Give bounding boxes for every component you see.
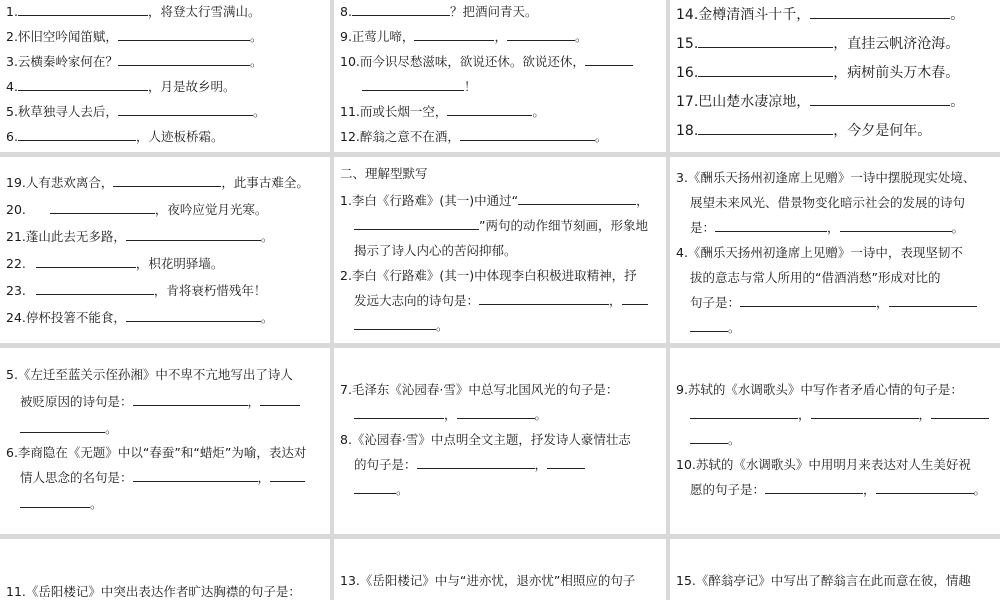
- blank[interactable]: [118, 103, 253, 116]
- item-9: [334, 28, 666, 46]
- blank[interactable]: [126, 309, 261, 322]
- item-5-text: 5.秋草独寻人去后，: [6, 104, 118, 119]
- question-2-end-mark: 。: [436, 318, 449, 333]
- question-10-text-2: 愿的句子是：: [690, 482, 766, 497]
- item-15-number: 15.: [676, 36, 699, 52]
- blank[interactable]: [698, 122, 833, 135]
- item-20-number: 20.: [6, 202, 26, 217]
- item-24: [0, 309, 330, 327]
- panel-recitation-8-12: [334, 0, 666, 152]
- item-16-text: ，病树前头万木春。: [833, 65, 960, 81]
- item-2-text: 2.怀旧空吟闻笛赋，: [6, 29, 118, 44]
- panel-recitation-1-6: [0, 0, 330, 152]
- question-11: [0, 583, 330, 600]
- item-1-text: ，将登太行雪满山。: [147, 4, 261, 19]
- item-24-end: 。: [260, 310, 274, 325]
- question-6: [0, 444, 330, 462]
- item-11-text: 11.而或长烟一空，: [340, 104, 448, 119]
- blank[interactable]: [354, 481, 396, 494]
- question-9-end-mark: 。: [728, 432, 741, 447]
- question-3-cont: [670, 194, 1000, 212]
- question-2-end: [334, 317, 666, 335]
- blank[interactable]: [354, 317, 436, 330]
- question-13-text: 13.《岳阳楼记》中与“进亦忧，退亦忧”相照应的句子: [340, 573, 636, 588]
- item-6-number: 6.: [6, 129, 18, 144]
- blank[interactable]: [460, 128, 595, 141]
- question-3-end: 是： ， 。: [690, 220, 965, 235]
- question-4-end: 句子是： ，: [670, 294, 1000, 312]
- question-4-text-3: 句子是：: [690, 295, 741, 310]
- question-8-end-mark: 。: [396, 482, 409, 497]
- blank[interactable]: [354, 406, 444, 419]
- item-3-text: 3.云横秦岭家何在？: [6, 54, 118, 69]
- question-5-text: 5.《左迁至蓝关示侄孙湘》中不卑不亢地写出了诗人: [6, 367, 293, 382]
- item-19-end: ，此事古难全。: [221, 175, 309, 190]
- question-9-end: [670, 431, 1000, 449]
- blank[interactable]: [622, 292, 648, 305]
- question-6-text: 6.李商隐在《无题》中以“春蚕”和“蜡炬”为喻，表达对: [6, 445, 307, 460]
- item-21: [0, 228, 330, 246]
- blank[interactable]: [690, 406, 798, 419]
- item-4-number: 4.: [6, 79, 18, 94]
- item-20: [0, 201, 330, 219]
- question-7: [334, 381, 666, 399]
- item-8: [334, 3, 666, 21]
- question-2: [334, 267, 666, 285]
- blank[interactable]: [715, 219, 827, 232]
- item-4: [0, 78, 330, 96]
- question-3-text-3: 是：: [690, 220, 716, 235]
- blank[interactable]: [20, 495, 90, 508]
- question-1-text-3: 揭示了诗人内心的苦闷抑郁。: [354, 243, 517, 258]
- item-12-end: 。: [594, 129, 608, 144]
- question-4-end-mark: 。: [728, 320, 741, 335]
- blank[interactable]: [270, 469, 305, 482]
- item-24-text: 24.停杯投箸不能食，: [6, 310, 126, 325]
- blank[interactable]: [811, 406, 919, 419]
- blank[interactable]: [36, 255, 136, 268]
- question-13: [334, 572, 666, 590]
- item-9-comma: ，: [494, 29, 507, 44]
- blank[interactable]: [547, 456, 585, 469]
- blank[interactable]: [698, 64, 833, 77]
- item-23: [0, 282, 330, 300]
- item-19-text: 19.人有悲欢离合，: [6, 175, 114, 190]
- question-1: 1.李白《行路难》(其一)中通过“ ，: [340, 193, 649, 208]
- item-5-end: 。: [252, 104, 266, 119]
- blank[interactable]: [457, 406, 535, 419]
- question-15: [670, 572, 1000, 590]
- item-15-text: ，直挂云帆济沧海。: [833, 36, 960, 52]
- item-12: [334, 128, 666, 146]
- blank[interactable]: [417, 456, 535, 469]
- question-3-text: 3.《酬乐天扬州初逢席上见赠》一诗中摆脱现实处境、: [676, 170, 976, 185]
- blank[interactable]: [18, 78, 148, 91]
- item-2-end: 。: [249, 29, 263, 44]
- question-10-end-mark: 。: [973, 482, 987, 497]
- item-22-text: ，枳花明驿墙。: [135, 256, 224, 271]
- blank[interactable]: [126, 228, 261, 241]
- panel-recitation-14-18: [670, 0, 1000, 152]
- item-18-number: 18.: [676, 123, 699, 139]
- question-1-text: 1.李白《行路难》(其一)中通过“: [340, 193, 519, 208]
- blank[interactable]: [20, 420, 105, 433]
- blank[interactable]: [507, 28, 575, 41]
- question-5-text-2: 被贬原因的诗句是：: [20, 394, 133, 409]
- item-10-cont: [334, 78, 666, 96]
- question-4-text: 4.《酬乐天扬州初逢席上见赠》一诗中，表现坚韧不: [676, 245, 963, 260]
- item-9-text: 9.正莺儿啼，: [340, 29, 415, 44]
- question-4-tail: [670, 319, 1000, 337]
- item-14-end: 。: [950, 7, 965, 23]
- item-18-text: ，今夕是何年。: [833, 123, 932, 139]
- question-7-cont: ， 。: [334, 406, 666, 424]
- blank[interactable]: [931, 406, 989, 419]
- panel-comprehension-5-6: [0, 348, 330, 534]
- question-6-end: [0, 495, 330, 513]
- question-8-text: 8.《沁园春·雪》中点明全文主题，抒发诗人豪情壮志: [340, 432, 631, 447]
- item-6: [0, 128, 330, 146]
- question-1-cont: [334, 217, 666, 235]
- item-12-text: 12.醉翁之意不在酒，: [340, 129, 460, 144]
- question-6-end-mark: 。: [90, 496, 103, 511]
- item-10-text: 10.而今识尽愁滋味，欲说还休。欲说还休，: [340, 54, 585, 69]
- question-11-text: 11.《岳阳楼记》中突出表达作者旷达胸襟的句子是：: [6, 584, 301, 599]
- question-3: [670, 169, 1000, 187]
- panel-comprehension-9-10: [670, 348, 1000, 534]
- item-21-text: 21.蓬山此去无多路，: [6, 229, 126, 244]
- item-16-number: 16.: [676, 65, 699, 81]
- blank[interactable]: [698, 35, 833, 48]
- blank[interactable]: [362, 78, 464, 91]
- panel-recitation-19-24: [0, 157, 330, 343]
- question-2-text: 2.李白《行路难》(其一)中体现李白积极进取精神，抒: [340, 268, 637, 283]
- question-1-end: [334, 242, 666, 260]
- item-11-end: 。: [532, 104, 545, 119]
- item-22-number: 22.: [6, 256, 26, 271]
- question-8-text-2: 的句子是：: [354, 457, 417, 472]
- item-22: [0, 255, 330, 273]
- question-3-text-2: 展望未来风光、借景物变化暗示社会的发展的诗句: [690, 195, 966, 210]
- blank[interactable]: [690, 431, 728, 444]
- item-10-end: ！: [464, 79, 477, 94]
- blank[interactable]: [876, 481, 974, 494]
- item-14-text: 14.金樽清酒斗十千，: [676, 7, 811, 23]
- question-1-text-2: ”两句的动作细节刻画，形象地: [479, 218, 648, 233]
- question-5: [0, 366, 330, 384]
- question-6-text-2: 情人思念的名句是：: [20, 470, 133, 485]
- question-5-end: [0, 420, 330, 438]
- blank[interactable]: [18, 128, 136, 141]
- item-2: [0, 28, 330, 46]
- blank[interactable]: [518, 192, 636, 205]
- item-23-text: ，肯将衰朽惜残年！: [153, 283, 267, 298]
- item-9-end: 。: [574, 29, 588, 44]
- question-10-cont: 愿的句子是： ， 。: [690, 482, 987, 497]
- item-17-end: 。: [950, 94, 965, 110]
- question-2-cont: 发远大志向的诗句是： ，: [334, 292, 666, 310]
- blank[interactable]: [765, 481, 863, 494]
- item-4-text: ，月是故乡明。: [147, 79, 236, 94]
- question-5-cont: 被贬原因的诗句是： ，: [0, 393, 330, 411]
- panel-comprehension-15: [670, 539, 1000, 600]
- question-10-text: 10.苏轼的《水调歌头》中用明月来表达对人生美好祝: [676, 457, 971, 472]
- item-11: [334, 103, 666, 121]
- panel-comprehension-11: [0, 539, 330, 600]
- blank[interactable]: [36, 282, 154, 295]
- blank[interactable]: [740, 294, 876, 307]
- panel-comprehension-3-4: [670, 157, 1000, 343]
- blank[interactable]: [118, 28, 250, 41]
- blank[interactable]: [840, 219, 952, 232]
- item-23-number: 23.: [6, 283, 26, 298]
- question-4-cont: [670, 269, 1000, 287]
- question-9-text: 9.苏轼的《水调歌头》中写作者矛盾心情的句子是：: [676, 382, 963, 397]
- item-20-text: ，夜吟应觉月光寒。: [154, 202, 268, 217]
- question-2-text-2: 发远大志向的诗句是：: [354, 293, 480, 308]
- question-8-end: [334, 481, 666, 499]
- blank[interactable]: [118, 53, 250, 66]
- question-8: [334, 431, 666, 449]
- item-16: [670, 64, 1000, 82]
- question-15-text: 15.《醉翁亭记》中写出了醉翁言在此而意在彼，情趣: [676, 573, 971, 588]
- blank[interactable]: [113, 174, 221, 187]
- blank[interactable]: [352, 3, 450, 16]
- item-10: [334, 53, 666, 71]
- panel-comprehension-1-2: [334, 157, 666, 343]
- item-6-text: ，人迹板桥霜。: [135, 129, 224, 144]
- panel-comprehension-7-8: [334, 348, 666, 534]
- question-9-cont: ， ，: [670, 406, 1000, 424]
- question-7-text: 7.毛泽东《沁园春·雪》中总写北国风光的句子是：: [340, 382, 619, 397]
- item-14: [670, 6, 1000, 24]
- question-7-end-mark: 。: [534, 407, 548, 422]
- blank[interactable]: [414, 28, 494, 41]
- blank[interactable]: [18, 3, 148, 16]
- section-heading: [334, 165, 666, 183]
- item-3: [0, 53, 330, 71]
- question-5-end-mark: 。: [105, 421, 118, 436]
- question-10: [670, 456, 1000, 474]
- item-17: [670, 93, 1000, 111]
- question-8-cont: 的句子是： ，: [334, 456, 666, 474]
- item-8-text: ？把酒问青天。: [449, 4, 538, 19]
- item-21-end: 。: [260, 229, 274, 244]
- item-5: [0, 103, 330, 121]
- item-15: [670, 35, 1000, 53]
- blank[interactable]: [447, 103, 532, 116]
- panel-comprehension-13: [334, 539, 666, 600]
- item-19: [0, 174, 330, 192]
- item-3-end: 。: [249, 54, 263, 69]
- item-18: [670, 122, 1000, 140]
- question-6-cont: 情人思念的名句是： ，: [0, 469, 330, 487]
- blank[interactable]: [50, 201, 155, 214]
- item-8-number: 8.: [340, 4, 352, 19]
- blank[interactable]: [260, 393, 300, 406]
- blank[interactable]: [810, 6, 950, 19]
- blank[interactable]: [690, 319, 728, 332]
- blank[interactable]: [889, 294, 977, 307]
- blank[interactable]: [133, 393, 248, 406]
- blank[interactable]: [133, 469, 258, 482]
- blank[interactable]: [354, 217, 479, 230]
- item-1: [0, 3, 330, 21]
- question-9: [670, 381, 1000, 399]
- item-17-text: 17.巴山楚水凄凉地，: [676, 94, 811, 110]
- question-4: [670, 244, 1000, 262]
- blank[interactable]: [585, 53, 633, 66]
- question-4-text-2: 拔的意志与常人所用的“借酒消愁”形成对比的: [690, 270, 941, 285]
- section-heading-text: 二、理解型默写: [340, 166, 428, 181]
- blank[interactable]: [810, 93, 950, 106]
- blank[interactable]: [479, 292, 609, 305]
- item-1-number: 1.: [6, 4, 18, 19]
